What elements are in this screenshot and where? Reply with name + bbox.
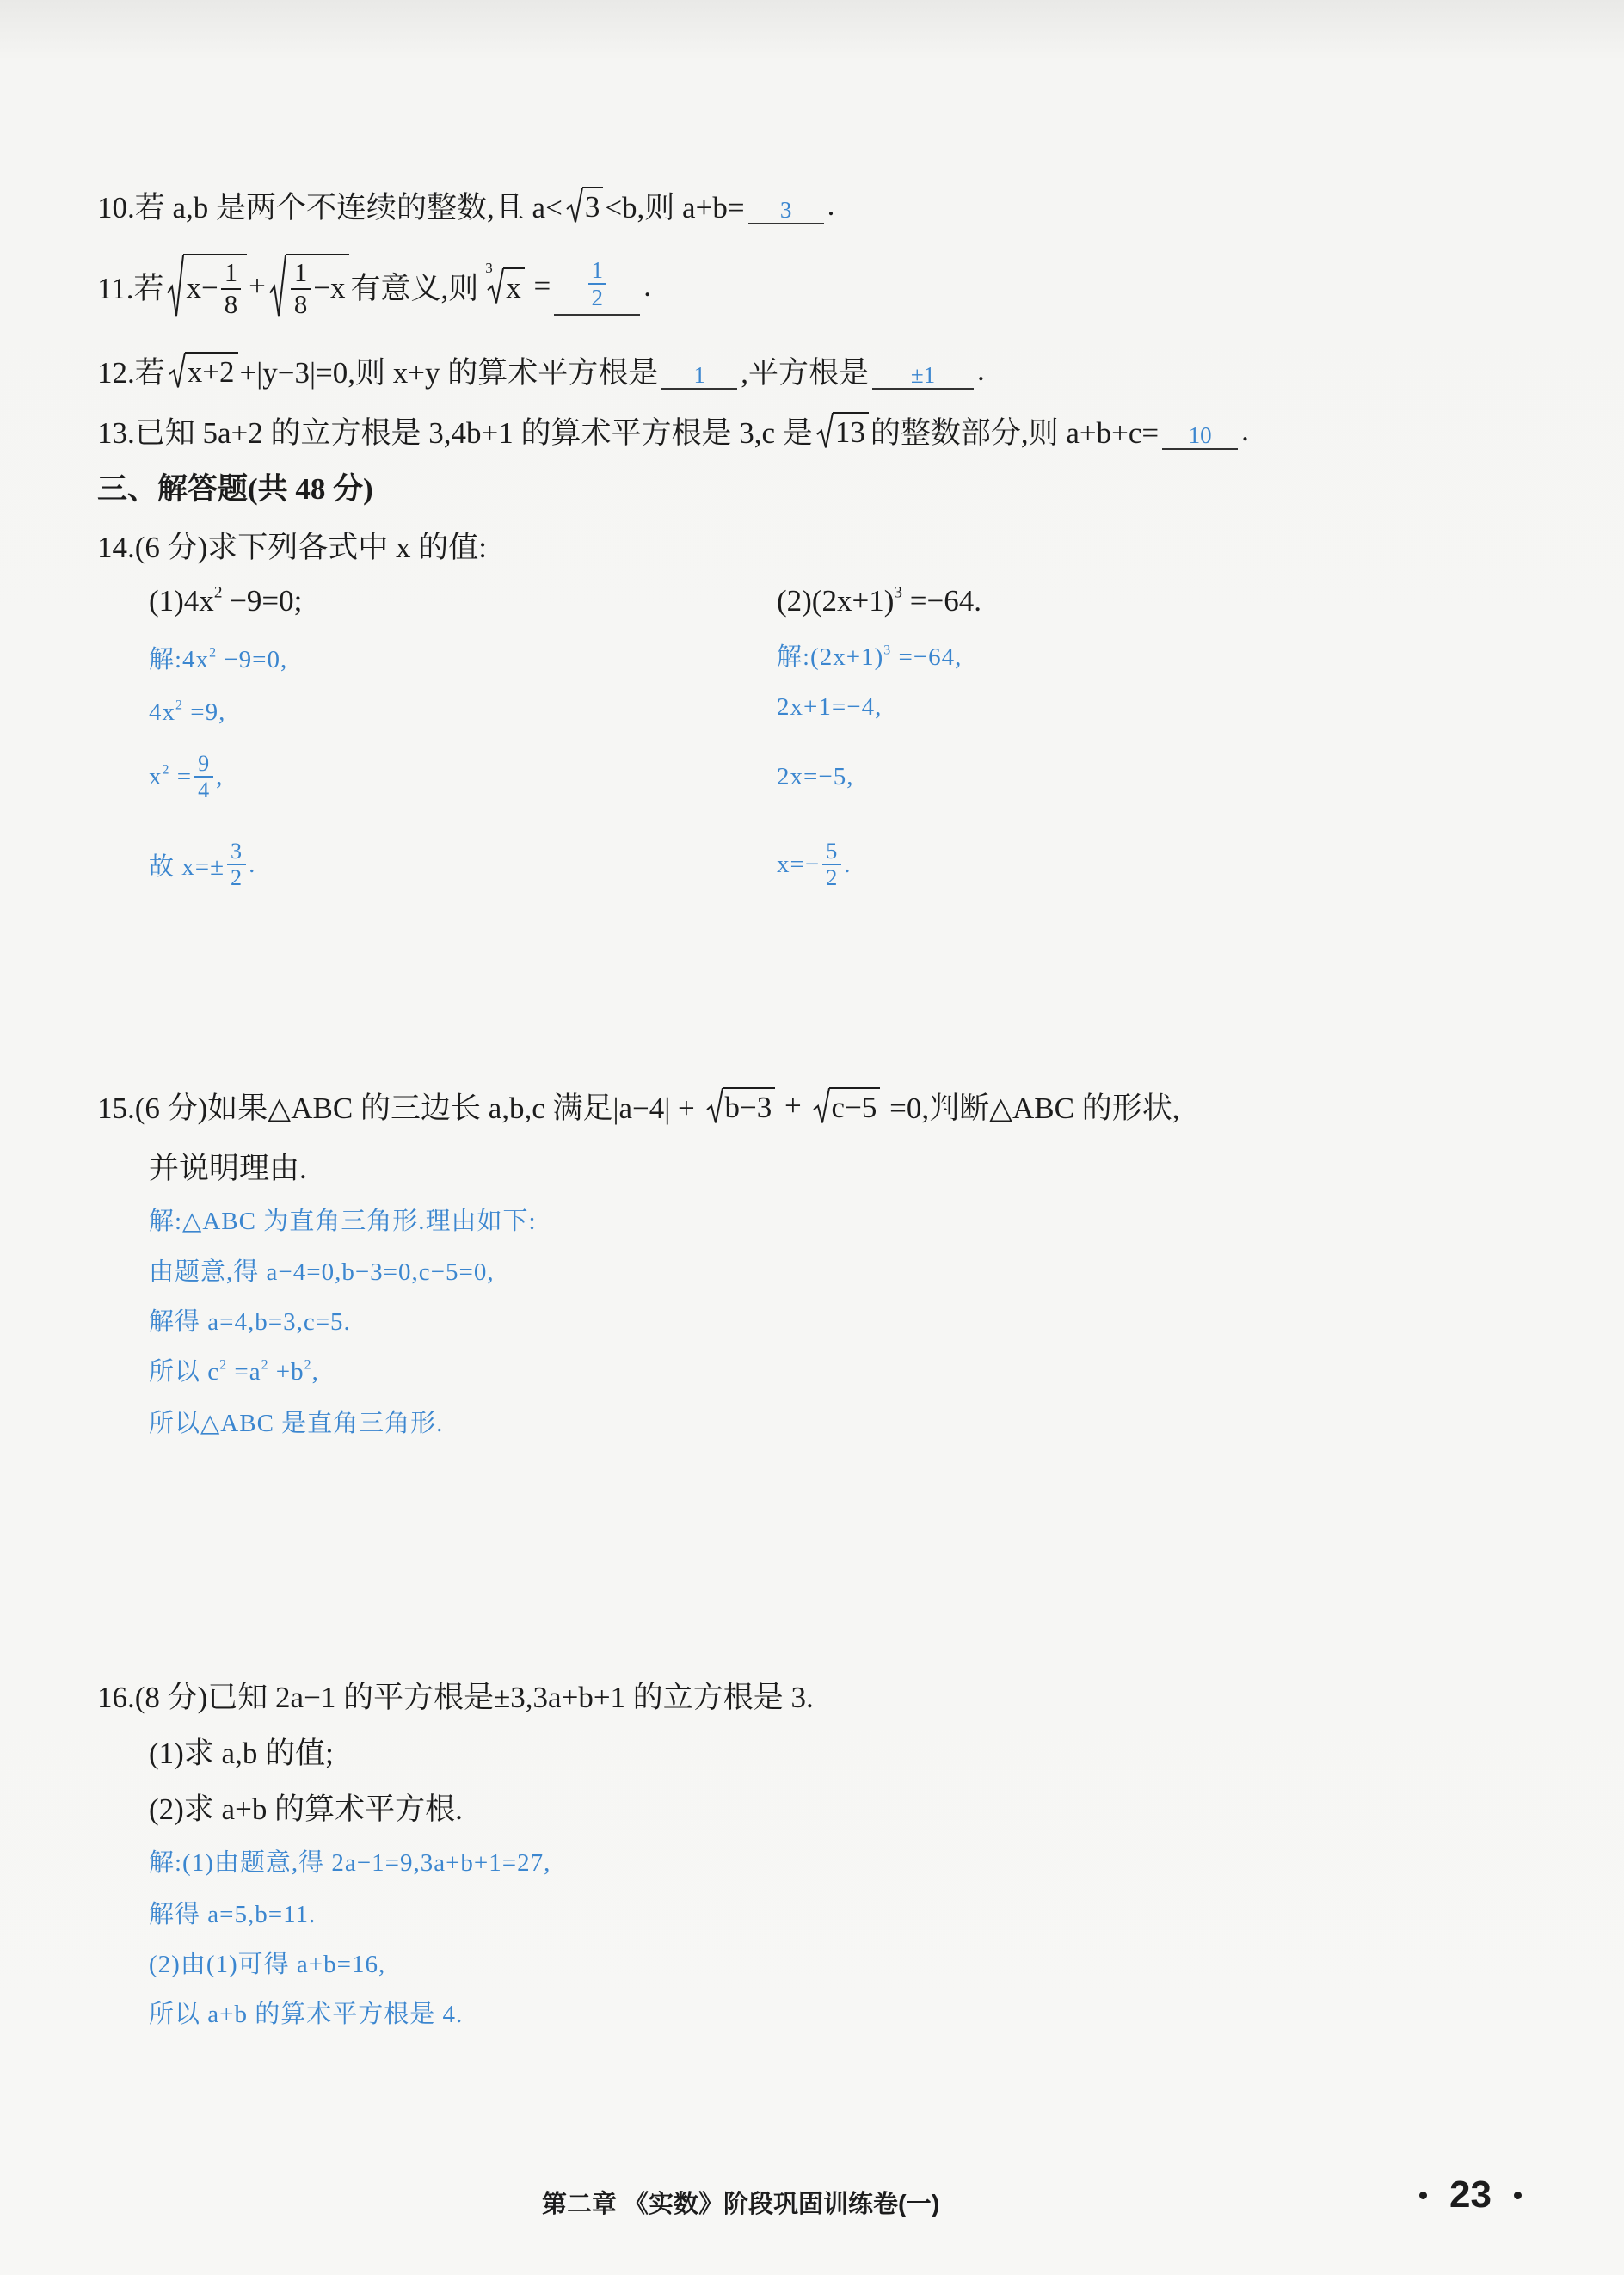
question-13-text-2: 的整数部分,则 a+b+c=: [870, 416, 1160, 450]
fraction: [221, 258, 241, 319]
radical-stroke: [814, 1088, 829, 1122]
square-root: [269, 254, 349, 319]
answer-text: 3: [779, 197, 792, 223]
answer-blank: [748, 187, 824, 224]
equation: [149, 584, 302, 618]
solution-text: 所以 c: [149, 1357, 220, 1386]
question-12-text-3: ,平方根是: [741, 356, 870, 390]
question-16-part-1: [149, 1730, 334, 1773]
solution-text: 2x+1=−4,: [777, 692, 883, 721]
fraction: [227, 839, 246, 890]
solution-text: ,: [311, 1357, 319, 1386]
solution-text: [149, 698, 225, 727]
solution-text: =: [169, 762, 193, 790]
square-root: [816, 412, 869, 450]
numerator: 9: [194, 751, 213, 778]
radicand: 3: [582, 187, 604, 224]
solution-16-line-4: [149, 1993, 463, 2031]
exponent: 3: [883, 642, 892, 657]
solution-text: [149, 1352, 319, 1387]
radical-sign-icon: [269, 254, 286, 319]
radical-stroke: [567, 188, 582, 222]
fraction: [822, 839, 841, 890]
root-index: 3: [485, 260, 493, 277]
numerator: 1: [291, 258, 311, 289]
solution-text: 所以 a+b 的算术平方根是 4.: [149, 2000, 464, 2028]
solution-15-line-2: [149, 1251, 495, 1288]
question-10-text-2: <b,则 a+b=: [605, 191, 745, 224]
radical-sign-icon: [169, 352, 186, 390]
answer-blank-2: [872, 352, 974, 390]
solution-text: 解:4x: [149, 645, 210, 673]
plus-sign: +: [249, 269, 266, 303]
radicand: [286, 254, 349, 319]
solution-text: .: [844, 850, 852, 878]
plus-sign: +: [777, 1089, 809, 1122]
radicand-text: x−: [186, 271, 218, 305]
radicand: x: [503, 267, 525, 305]
solution-14-2-line-2: [777, 688, 882, 726]
square-root: [566, 187, 604, 224]
question-16: [97, 1674, 814, 1717]
exponent: 2: [209, 644, 218, 660]
solution-text: 2x=−5,: [777, 762, 854, 790]
solution-14-2-line-3: [777, 758, 853, 796]
solution-14-1-line-3: [149, 742, 223, 811]
radicand: b−3: [723, 1087, 776, 1125]
solution-text: [149, 763, 192, 791]
square-root: [813, 1087, 881, 1125]
question-11: [97, 248, 651, 325]
solution-15-line-5: [149, 1402, 443, 1440]
question-14: [97, 524, 487, 567]
equation-text: (2)(2x+1): [777, 584, 895, 618]
question-15-text-2: =0,判断△ABC 的形状,: [882, 1091, 1180, 1125]
bullet-dot-icon: [1514, 2192, 1522, 2199]
question-13: [97, 409, 1249, 452]
solution-text: 由题意,得 a−4=0,b−3=0,c−5=0,: [149, 1257, 495, 1286]
square-root: [169, 352, 238, 390]
radical-sign-icon: [706, 1087, 723, 1125]
radicand: x+2: [185, 352, 238, 390]
radicand: 13: [833, 412, 869, 450]
answer-fraction: [588, 257, 607, 311]
numerator: 1: [221, 258, 241, 289]
question-16-part-2-text: (2)求 a+b 的算术平方根.: [149, 1792, 463, 1826]
question-16-stem: 16.(8 分)已知 2a−1 的平方根是±3,3a+b+1 的立方根是 3.: [97, 1681, 814, 1714]
exponent: 2: [304, 1356, 312, 1372]
solution-16-line-2: [149, 1893, 316, 1931]
solution-16-line-3: [149, 1943, 385, 1981]
solution-text: ,: [216, 762, 224, 790]
solution-14-1-line-2: [149, 693, 225, 731]
solution-15-line-4: [149, 1350, 319, 1388]
square-root: [167, 254, 247, 319]
solution-text: [149, 640, 287, 675]
solution-14-2-line-4: [777, 830, 852, 899]
denominator: 2: [231, 865, 243, 890]
solution-text: −9=0,: [217, 645, 288, 673]
solution-text: (2)由(1)可得 a+b=16,: [149, 1950, 386, 1978]
solution-text: 解得 a=4,b=3,c=5.: [149, 1307, 351, 1336]
section-heading-text: 三、解答题(共 48 分): [97, 472, 373, 506]
denominator: 2: [591, 285, 604, 311]
radicand: c−5: [829, 1087, 881, 1125]
solution-text: +b: [268, 1357, 304, 1386]
radical-stroke: [488, 268, 503, 303]
period: .: [827, 188, 835, 222]
question-14-part-2: [777, 580, 981, 623]
exponent: 2: [162, 761, 170, 777]
solution-text: 所以△ABC 是直角三角形.: [149, 1409, 444, 1437]
answer-text: 10: [1188, 422, 1212, 448]
solution-text: 故 x=±: [149, 852, 225, 881]
exponent: 3: [894, 583, 902, 602]
solution-text: .: [249, 850, 256, 878]
question-11-text-2: 有意义,则: [350, 272, 479, 305]
exponent: 2: [219, 1356, 228, 1372]
solution-text: 解:(2x+1): [777, 643, 884, 671]
numerator: 5: [822, 839, 841, 865]
denominator: 8: [224, 289, 238, 319]
exponent: 2: [261, 1356, 269, 1372]
solution-15-line-1: [149, 1200, 537, 1238]
solution-text: =9,: [182, 698, 226, 726]
fraction: [291, 258, 311, 319]
question-12-text-2: +|y−3|=0,则 x+y 的算术平方根是: [239, 356, 659, 390]
solution-14-1-line-1: [149, 638, 287, 676]
exponent: 2: [213, 583, 223, 602]
radical-sign-icon: [813, 1087, 830, 1125]
answer-blank: [554, 257, 640, 316]
period: .: [1241, 414, 1249, 447]
radical-sign-icon: [816, 412, 834, 450]
radicand: [183, 254, 247, 319]
radical-stroke: [270, 255, 286, 316]
solution-15-line-3: [149, 1300, 351, 1338]
page-number: [1419, 2174, 1522, 2217]
denominator: 8: [293, 289, 308, 319]
solution-16-line-1: [149, 1842, 551, 1879]
solution-text: 4x: [149, 698, 175, 726]
equation-text: −9=0;: [222, 584, 303, 618]
radical-stroke: [169, 353, 185, 387]
answer-text: 1: [693, 362, 705, 388]
equation: [777, 584, 981, 618]
bullet-dot-icon: [1419, 2192, 1427, 2199]
question-14-part-1: [149, 580, 302, 623]
question-14-stem: 14.(6 分)求下列各式中 x 的值:: [97, 531, 488, 564]
exponent: 2: [175, 697, 183, 712]
footer-title: 第二章 《实数》阶段巩固训练卷(一): [542, 2191, 940, 2218]
question-16-part-2: [149, 1786, 463, 1829]
question-10: [97, 184, 834, 227]
question-12-text: 12.若: [97, 356, 165, 390]
radical-stroke: [168, 255, 183, 316]
solution-text: 解:△ABC 为直角三角形.理由如下:: [149, 1207, 537, 1235]
numerator: 3: [227, 839, 246, 865]
question-15-line-2: [149, 1145, 307, 1188]
equation-text: (1)4x: [149, 584, 214, 618]
question-16-part-1-text: (1)求 a,b 的值;: [149, 1737, 334, 1770]
radical-sign-icon: [167, 254, 184, 319]
fraction: [194, 751, 213, 802]
question-13-text: 13.已知 5a+2 的立方根是 3,4b+1 的算术平方根是 3,c 是: [97, 416, 813, 450]
denominator: 2: [826, 865, 839, 890]
square-root: [706, 1087, 776, 1125]
radical-sign-icon: [487, 267, 504, 305]
solution-14-1-line-4: [149, 830, 255, 899]
solution-text: x=−: [777, 850, 821, 878]
solution-text: 解:(1)由题意,得 2a−1=9,3a+b+1=27,: [149, 1848, 551, 1877]
question-11-text: 11.若: [97, 272, 164, 305]
answer-blank: [1162, 412, 1238, 450]
radical-stroke: [707, 1088, 723, 1122]
answer-text: ±1: [910, 362, 936, 388]
page-number-text: 23: [1449, 2174, 1492, 2216]
period: .: [643, 269, 652, 303]
question-12: [97, 349, 985, 392]
solution-14-2-line-1: [777, 636, 962, 673]
solution-text: x: [149, 762, 163, 790]
radical-sign-icon: [566, 187, 583, 224]
denominator: 4: [198, 778, 211, 802]
period: .: [977, 354, 985, 387]
question-15-text: 15.(6 分)如果△ABC 的三边长 a,b,c 满足|a−4| +: [97, 1091, 703, 1125]
equation-text: =−64.: [902, 584, 981, 618]
question-10-text: 10.若 a,b 是两个不连续的整数,且 a<: [97, 191, 563, 224]
cube-root: [485, 260, 525, 305]
section-heading: [97, 465, 373, 508]
solution-text: =−64,: [891, 643, 963, 671]
solution-text: 解得 a=5,b=11.: [149, 1900, 317, 1928]
numerator: 1: [588, 257, 607, 285]
radical-stroke: [817, 413, 833, 447]
question-15-text-3: 并说明理由.: [149, 1152, 307, 1185]
solution-text: [777, 637, 962, 673]
answer-blank-1: [661, 352, 737, 390]
solution-text: =a: [227, 1357, 261, 1386]
radicand-text: −x: [313, 271, 346, 305]
question-15: [97, 1085, 1179, 1128]
equals-sign: =: [526, 269, 551, 303]
